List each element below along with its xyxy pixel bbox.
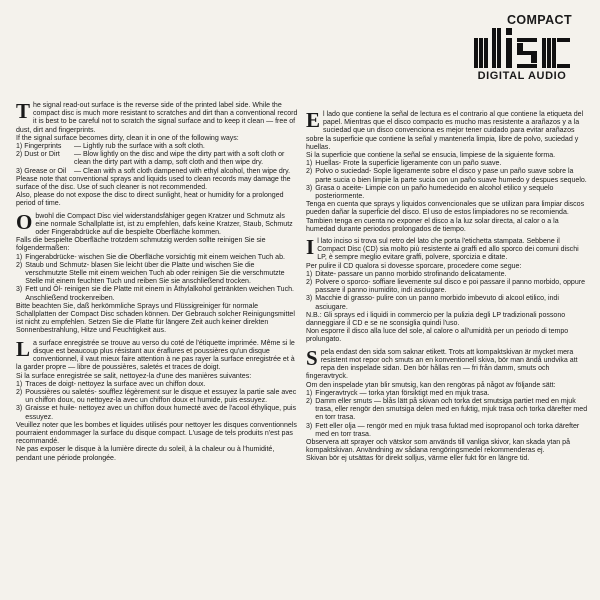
- italian-intro: l lato inciso si trova sul retro del lato che porta l'etichetta stampata. Sebbene il Compact Disc (CD) sia molto più resistente ai graffi ed allo sporco dei comuni dischi LP, è sempre meglio evitare graffi, polvere, sporcizia e ditate.: [317, 238, 579, 262]
- german-if-dirty: Falls die bespielte Oberfläche trotzdem schmutzig werden sollte reinigen Sie sie folgendermaßen:: [16, 237, 266, 253]
- list-item: 3) Graisse et huile- nettoyez avec un chiffon doux humecté avec de l'acool éthylique, puis essuyez.: [16, 405, 297, 421]
- list-item: 3) Grasa o aceite- Limpie con un paño humedecido en alcohol etilico y sequelo posteriormente.: [306, 184, 554, 201]
- swedish-sunlight: Skivan bör ej utsättas för direkt solljus, värme eller fukt för en längre tid.: [306, 455, 530, 463]
- swedish-if-dirty: Om den inspelade ytan blir smutsig, kan den rengöras på något av följande sätt:: [306, 381, 556, 389]
- list-item: 3) Macchie di grasso- pulire con un panno morbido imbevuto di alcool etilico, indi asciugare.: [306, 295, 559, 311]
- list-item: 2) Damm eller smuts — blås lätt på skivan och torka det smutsiga partiet med en mjuk trasa, eller rengör den smutsiga delen med en fuktig, mjuk trasa och torka därefter med en torr trasa.: [306, 397, 588, 422]
- list-item: 2) Polvo o suciedad- Sople ligeramente sobre el disco y pase un paño suave sobre la parte sucia o bien limpie la parte sucia con un paño suave humedo y despues sequelo.: [306, 168, 587, 184]
- swedish-note: Observera att sprayer och vätskor som används till vanliga skivor, kan skada ytan på kompaktskivan. Användning av sådana rengöringsmedel rekommenderas ej.: [306, 438, 570, 455]
- spanish-note: Tenga en cuenta que sprays y liquidos convencionales que se utilizan para limpiar discos pueden dañar la superficie del disco. El uso de estos limpiadores no se recomienda. Tambien tenga en cuenta no exponer el disco a la luz solar directa, al calor o a la humedad durante periodos prolongados de tiempo.: [306, 201, 585, 233]
- list-item: 2) Poussières ou saletés- soufflez légèrement sur le disque et essuyez la partie sale avec un chiffon doux, ou nettoyez-la avec un chiffon doux et humide, puis essuyez.: [16, 388, 297, 405]
- list-item: 2) Polvere o sporco- soffiare lievemente sul disco e poi passare il panno morbido, oppure passare il panno inumidito, indi asciugare.: [306, 279, 586, 295]
- left-column: [16, 99, 298, 467]
- list-item: 1) Ditate- passare un panno morbido strofinando delicatamente.: [306, 270, 507, 278]
- spanish-dropcap: E: [306, 108, 321, 132]
- italian-section: [306, 235, 588, 345]
- italian-dropcap: I: [306, 235, 315, 260]
- german-note: Bitte beachten Sie, daß herkömmliche Sprays und Flüssigreiniger für normale Schallplatten der Compact Disc schaden können. Der Gebrauch solcher Reinigungsmittel ist nicht zu empfehlen. Setzen Sie die Platte für längere Zeit auch keiner direkten Sonnenbestrahlung, Hitze und Feuchtigkeit aus.: [16, 302, 295, 335]
- english-dropcap: T: [16, 99, 31, 123]
- spanish-intro: l lado que contiene la señal de lectura es el contrario al que contiene la etiqueta del papel. Mientras que el disco compacto es mucho mas resistente a arañazos y a la suciedad que un disco convenciona es mejor tener cuidado para evitar arañazos sobre la superficie que contiene la señal y mantenerla limpia, libre de polvo, suciedad y huellas.: [306, 111, 584, 151]
- english-section: [16, 99, 298, 209]
- german-section: [16, 209, 298, 336]
- italian-note: N.B.: Gli sprays ed i liquidi in commercio per la pulizia degli LP tradizionali possono danneggiare il CD e se ne sconsiglia quindi l'uso.: [306, 311, 566, 328]
- list-item: 2) Staub und Schmutz- blasen Sie leicht über die Platte und wischen Sie die verschmutzte Stelle mit einem weichen Tuch ab oder reinigen Sie die verschmutzte Stelle mit einem feuchten Tuch und reiben Sie sie anschließend trocken.: [16, 261, 285, 286]
- list-item: 3) Fett und Öl- reinigen sie die Platte mit einem in Äthylalkohol getränkten weichen Tuch. Anschließend trockenreiben.: [16, 286, 294, 302]
- french-intro: a surface enregistrée se trouve au verso du coté de l'étiquette imprimée. Même si le disque est beaucoup plus résistant aux éraflures et poussières qu'un disque conventionnel, il vaut mieux faire attention à ne pas rayer la surface enregistrée et à la garder propre — libre de poussières, saletés et traces de doigt.: [16, 339, 295, 372]
- list-item: 1) Fingerprints — Lightly rub the surface with a soft cloth.: [16, 143, 205, 151]
- english-intro: he signal read-out surface is the reverse side of the printed label side. While the compact disc is much more resistant to scratches and dirt than a conventional record it is best to be careful not to scratch the signal surface and to keep it clean — free of dust, dirt and fingerprints.: [16, 102, 298, 134]
- french-dropcap: L: [16, 336, 31, 361]
- german-dropcap: O: [16, 209, 33, 234]
- french-note: Veuillez noter que les bombes et liquides utilisés pour nettoyer les disques conventionnels pourraient endommager la surface du disque compact. L'usage de tels produits n'est pas recommandé.: [16, 421, 297, 446]
- french-if-dirty: Si la surface enregistrée se salit, nettoyez-la d'une des manières suivantes:: [16, 372, 252, 380]
- italian-if-dirty: Per pulire il CD qualora si dovesse sporcare, procedere come segue:: [306, 262, 522, 270]
- logo-compact-text: COMPACT: [506, 13, 572, 27]
- list-item: 1) Huellas- Frote la superficie ligeramente con un paño suave.: [306, 160, 502, 168]
- german-intro: bwohl die Compact Disc viel widerstandsfähiger gegen Kratzer und Schmutz als eine normale Schallplatte ist, ist zu empfehlen, dafs keine Kratzer, Staub, Schmutz oder Fingerabdrücke auf die bespielte Oberfläche kommen.: [35, 212, 293, 237]
- list-item: 1) Fingerabdrücke- wischen Sie die Oberfläche vorsichtig mit einem weichen Tuch ab.: [16, 253, 285, 261]
- list-item: 3) Fett eller olja — rengör med en mjuk trasa fuktad med isopropanol och torka därefter med en torr trasa.: [306, 422, 580, 438]
- english-if-dirty: If the signal surface becomes dirty, clean it in one of the following ways:: [16, 134, 239, 142]
- spanish-if-dirty: Si la superficie que contiene la señal se ensucia, limpiese de la siguiente forma.: [306, 152, 556, 160]
- english-note: Please note that conventional sprays and liquids used to clean records may damage the surface of the disc. Use of such cleaner is not recommended.: [16, 175, 291, 192]
- french-sunlight: Ne pas exposer le disque à la lumière directe du soleil, à la chaleur ou à l'humidité, pendant une période prolongée.: [16, 446, 275, 462]
- swedish-section: [306, 345, 588, 464]
- list-item: 3) Grease or Oil — Clean with a soft cloth dampened with ethyl alcohol, then wipe dry.: [16, 167, 291, 175]
- english-sunlight: Also, please do not expose the disc to direct sunlight, heat or humidity for a prolonged period of time.: [16, 192, 284, 208]
- list-item: 2) Dust or Dirt — Blow lightly on the disc and wipe the dirty part with a soft cloth or clean the dirty part with a damp, soft cloth and then wipe dry.: [16, 151, 285, 167]
- italian-sunlight: Non esporre il disco alla luce del sole, al calore o all'umidità per un periodo di tempo prolungato.: [306, 328, 569, 344]
- french-section: [16, 336, 298, 463]
- compact-disc-logo: [470, 14, 574, 82]
- swedish-intro: pela endast den sida som saknar etikett. Trots att kompaktskivan är mycket mera resistent mot repor och smuts an en konventionell skiva, bör man ändå undvika att repa den inspelade sidan. Den bör hållas ren — fri från damm, smuts och fingeravtryck.: [306, 348, 578, 381]
- disc-logo-icon: [472, 26, 572, 70]
- list-item: 1) Traces de doigt- nettoyez la surface avec un chiffon doux.: [16, 380, 206, 388]
- logo-digital-audio-text: DIGITAL AUDIO: [477, 70, 567, 82]
- spanish-section: [306, 108, 588, 234]
- swedish-dropcap: S: [306, 345, 318, 370]
- right-column: [306, 102, 588, 468]
- list-item: 1) Fingeravtryck — torka ytan försiktigt med en mjuk trasa.: [306, 389, 490, 397]
